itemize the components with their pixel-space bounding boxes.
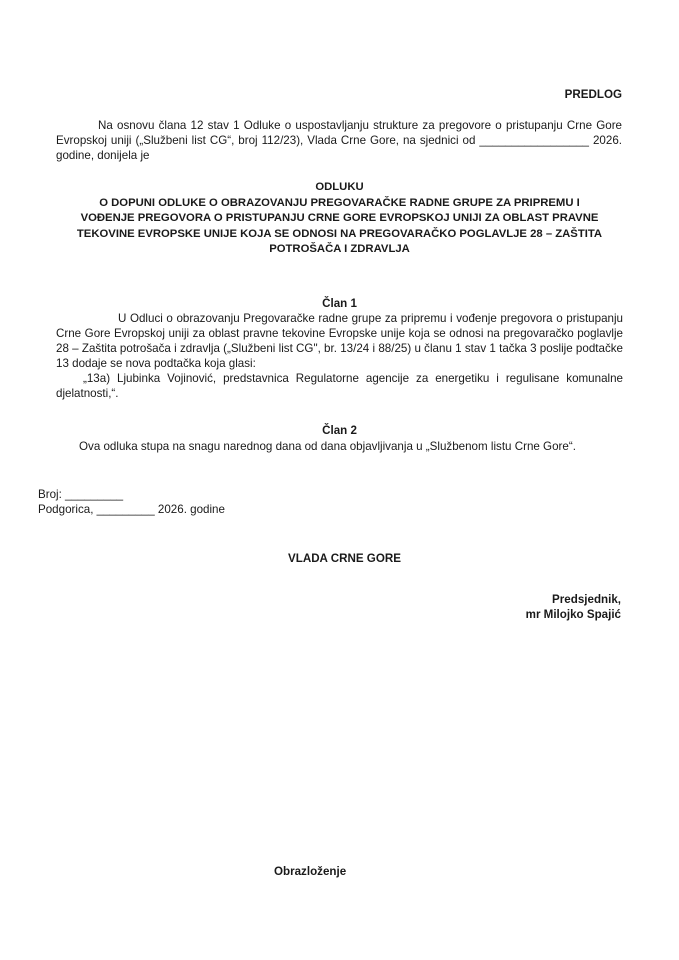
signature-block: [526, 592, 621, 622]
decision-title: [56, 180, 623, 258]
article-2-heading: Član 2: [322, 424, 357, 437]
title-odluku: ODLUKU: [315, 181, 364, 193]
signatory-name: mr Milojko Spajić: [525, 608, 621, 621]
title-line-3: VOĐENJE PREGOVORA O PRISTUPANJU CRNE GORE EVROPSKOJ UNIJI ZA OBLAST PRAVNE: [80, 212, 599, 224]
intro-paragraph: [56, 118, 622, 163]
intro-text: Na osnovu člana 12 stav 1 Odluke o uspostavljanju strukture za pregovore o pristupanju Crne Gore Evropskoj uniji („Službeni list CG“, broj 112/23), Vlada Crne Gore, na sjednici od _________________ 2026. godine, donijela je: [56, 119, 622, 162]
explanation-heading: Obrazloženje: [274, 865, 347, 878]
place-date: Podgorica, _________ 2026. godine: [38, 503, 225, 516]
title-line-4: TEKOVINE EVROPSKE UNIJE KOJA SE ODNOSI NA PREGOVARAČKO POGLAVLJE 28 – ZAŠTITA: [76, 227, 603, 240]
government-name: VLADA CRNE GORE: [288, 552, 401, 565]
article-1-heading: Član 1: [322, 297, 357, 310]
predlog-label: PREDLOG: [564, 88, 622, 101]
article-1-paragraph-1: U Odluci o obrazovanju Pregovaračke radne grupe za pripremu i vođenje pregovora o pristupanju Crne Gore Evropskoj uniji za oblast pravne tekovine Evropske unije koja se odnosi na pregovaračko poglavlje 28 – Zaštita potrošača i zdravlja („Službeni list CG", br. 13/24 i 88/25) u članu 1 stav 1 tačka 3 poslije podtačke 13 dodaje se nova podtačka koja glasi:: [56, 312, 623, 370]
signatory-title: Predsjednik,: [552, 593, 621, 606]
document-number: Broj: _________: [38, 488, 124, 501]
title-line-5: POTROŠAČA I ZDRAVLJA: [269, 243, 410, 255]
article-2-paragraph-1: Ova odluka stupa na snagu narednog dana od dana objavljivanja u „Službenom listu Crne Gore“.: [79, 440, 576, 453]
title-line-2: O DOPUNI ODLUKE O OBRAZOVANJU PREGOVARAČKE RADNE GRUPE ZA PRIPREMU I: [99, 196, 580, 209]
article-1-paragraph-2: „13a) Ljubinka Vojinović, predstavnica Regulatorne agencije za energetiku i regulisane komunalne djelatnosti,“.: [56, 372, 623, 400]
article-2-body: [79, 439, 639, 454]
article-1-body: [56, 311, 623, 401]
